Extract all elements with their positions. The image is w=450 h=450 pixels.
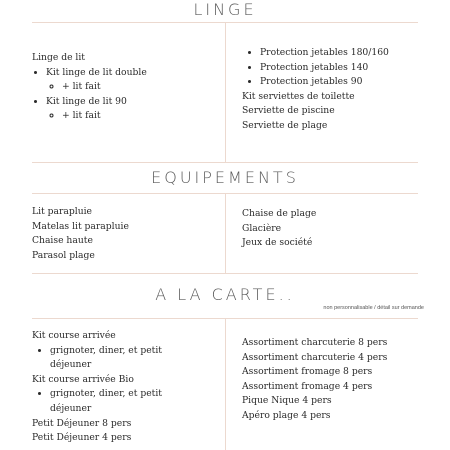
equipements-right-column (242, 207, 442, 251)
carte-left-column (32, 329, 222, 446)
text-line: Petit Déjeuner 4 pers (32, 432, 132, 444)
sub-list (46, 80, 222, 95)
linge-heading: Linge de lit (32, 52, 86, 63)
text-line: Parasol plage (32, 249, 95, 261)
text-line: Serviette de piscine (242, 105, 335, 117)
list-item-label: Kit linge de lit double (46, 66, 147, 78)
list-item-text: grignoter, diner, et petit (50, 388, 162, 400)
carte-right-column (242, 336, 442, 424)
text-line: Matelas lit parapluie (32, 220, 129, 232)
text-line: Chaise de plage (242, 208, 317, 219)
column-divider-linge (225, 22, 226, 162)
list-item: • Protection jetables 180/160 (260, 46, 442, 61)
text-line: Assortiment fromage 4 pers (242, 380, 373, 392)
text-line: Assortiment fromage 8 pers (242, 366, 373, 378)
text-line: Pique Nique 4 pers (242, 395, 332, 407)
carte-note: non personnalisable / détail sur demande (323, 305, 424, 311)
list-item-label: Kit linge de lit 90 (46, 95, 127, 107)
equipements-left-column (32, 205, 222, 263)
linge-bed-kit-list (32, 66, 222, 124)
column-divider-carte (225, 318, 226, 450)
kit1-detail-list (32, 344, 222, 373)
list-item (50, 344, 222, 373)
sub-list-item: ◦ + lit fait (62, 80, 222, 95)
list-item (50, 387, 222, 416)
text-line: Kit serviettes de toilette (242, 90, 355, 102)
text-line: Assortiment charcuterie 4 pers (242, 351, 388, 363)
text-line: Assortiment charcuterie 8 pers (242, 337, 388, 348)
text-line: Kit course arrivée Bio (32, 373, 134, 385)
text-line: Petit Déjeuner 8 pers (32, 417, 132, 429)
linge-left-column (32, 51, 222, 124)
protection-list (242, 46, 442, 90)
text-line: Kit course arrivée (32, 330, 116, 341)
list-item: • Protection jetables 90 (260, 75, 442, 90)
divider-linge-bottom (32, 162, 418, 163)
list-item-text-continued: déjeuner (50, 402, 92, 414)
section-title-carte: A LA CARTE.. (155, 285, 295, 304)
sub-list (46, 109, 222, 124)
text-line: Apéro plage 4 pers (242, 409, 331, 421)
section-title-equipements: EQUIPEMENTS (151, 168, 299, 187)
list-item-text: grignoter, diner, et petit (50, 344, 162, 356)
text-line: Glacière (242, 222, 282, 234)
kit2-detail-list (32, 387, 222, 416)
sub-list-item: ◦ + lit fait (62, 109, 222, 124)
text-line: Jeux de société (242, 237, 313, 249)
list-item (46, 95, 222, 124)
text-line: Chaise haute (32, 235, 93, 247)
column-divider-equipements (225, 193, 226, 273)
divider-equipements-bottom (32, 273, 418, 274)
section-title-linge: LINGE (193, 0, 257, 19)
list-item (46, 66, 222, 95)
text-line: Serviette de plage (242, 119, 328, 131)
text-line: Lit parapluie (32, 206, 92, 217)
linge-right-column (242, 46, 442, 134)
list-item-text-continued: déjeuner (50, 359, 92, 371)
list-item: • Protection jetables 140 (260, 61, 442, 76)
